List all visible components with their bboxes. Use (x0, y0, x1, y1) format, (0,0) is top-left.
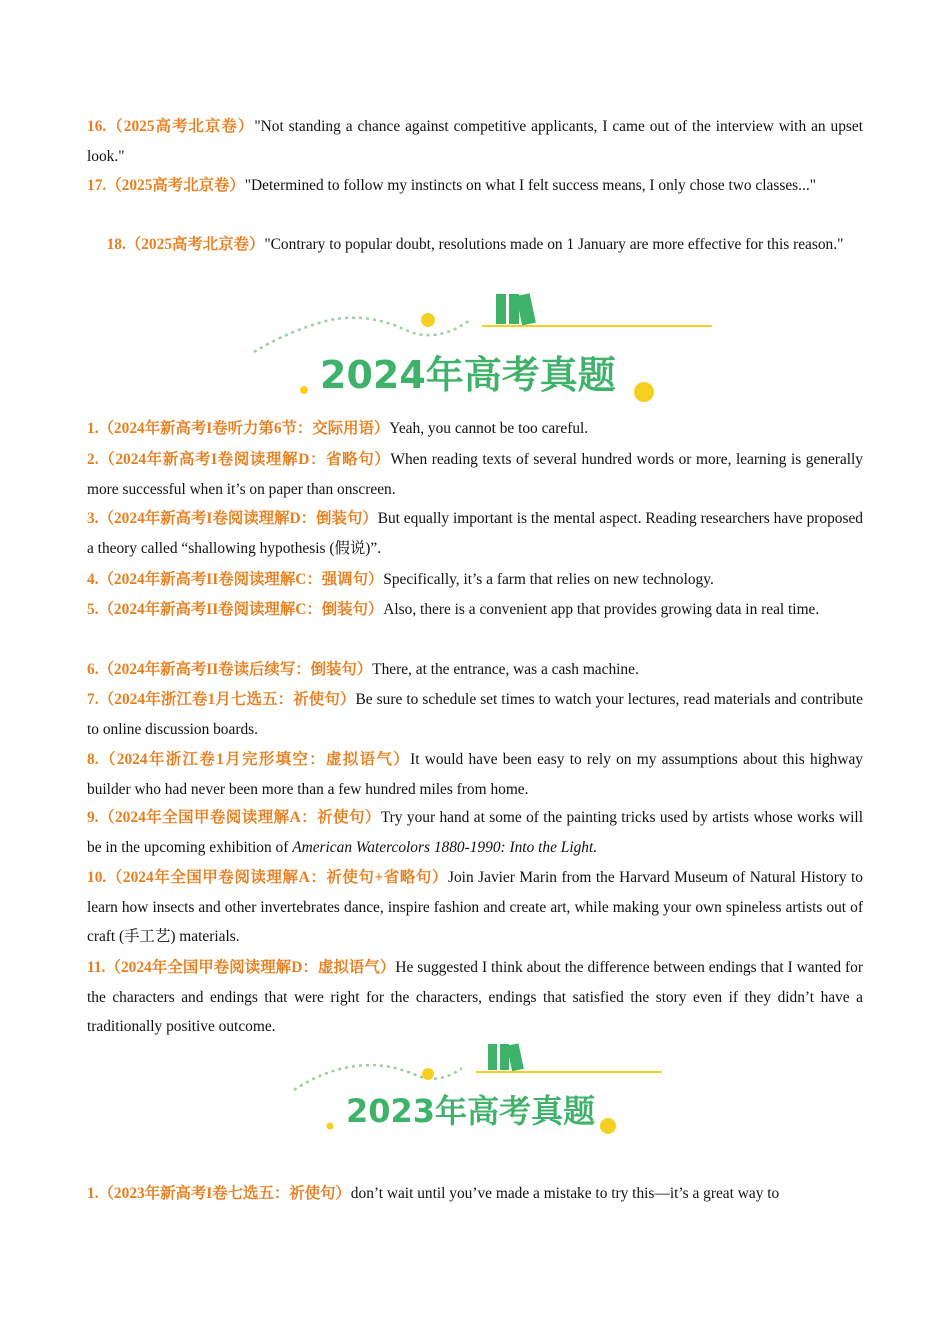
source-tag: 11.（2024年全国甲卷阅读理解D：虚拟语气） (87, 959, 396, 976)
yellow-dot-icon (421, 313, 435, 327)
books-icon (496, 293, 536, 325)
question-text: Join Javier Marin from the Harvard Museum of Natural History to learn how insects and other invertebrates dance, inspire fashion and create art, while making your own spineless artists out of craft (手工艺) materials. (87, 869, 863, 945)
question-2024-3 (87, 504, 863, 563)
question-text: "Contrary to popular doubt, resolutions made on 1 January are more effective for this reason." (264, 236, 844, 253)
question-2024-4 (87, 565, 863, 595)
question-text: "Not standing a chance against competitive applicants, I came out of the interview with an upset look." (87, 118, 863, 165)
question-2024-11 (87, 953, 863, 1042)
source-tag: 4.（2024年新高考II卷阅读理解C：强调句） (87, 571, 384, 588)
question-text: don’t wait until you’ve made a mistake to try this—it’s a great way to (350, 1185, 780, 1202)
question-18 (100, 230, 850, 260)
source-tag: 10.（2024年全国甲卷阅读理解A：祈使句+省略句） (87, 869, 448, 886)
question-2024-1 (87, 414, 863, 444)
section-banner-2024 (250, 290, 720, 408)
question-text: He suggested I think about the difference between endings that I wanted for the characters and endings that were right for the characters, endings that satisfied the story even if they didn’t have a traditionally positive outcome. (87, 959, 863, 1035)
banner-title: 2024年高考真题 (320, 353, 616, 397)
source-tag: 3.（2024年新高考I卷阅读理解D：倒装句） (87, 510, 378, 527)
question-17 (87, 171, 863, 201)
question-16 (87, 112, 863, 171)
question-2024-6 (87, 655, 863, 685)
source-tag: 17.（2025高考北京卷） (87, 177, 245, 194)
question-text: Also, there is a convenient app that provides growing data in real time. (383, 601, 820, 618)
source-tag: 1.（2023年新高考I卷七选五：祈使句） (87, 1185, 351, 1202)
question-text: Try your hand at some of the painting tricks used by artists whose works will be in the upcoming exhibition of (87, 809, 863, 856)
question-2023-1 (87, 1179, 863, 1209)
banner-title: 2023年高考真题 (346, 1092, 596, 1130)
question-text: Be sure to schedule set times to watch your lectures, read materials and contribute to online discussion boards. (87, 691, 864, 738)
question-2024-10 (87, 863, 863, 952)
question-2024-2 (87, 445, 863, 504)
source-tag: 7.（2024年浙江卷1月七选五：祈使句） (87, 691, 356, 708)
exhibition-title: American Watercolors 1880-1990: Into the Light. (292, 838, 598, 856)
question-2024-5 (87, 595, 863, 625)
source-tag: 16.（2025高考北京卷） (87, 118, 255, 135)
yellow-dot-icon (422, 1068, 434, 1080)
source-tag: 18.（2025高考北京卷） (106, 236, 265, 253)
question-2024-9 (87, 803, 863, 862)
question-text: But equally important is the mental aspect. Reading researchers have proposed a theory called “shallowing hypothesis (假说)”. (87, 510, 863, 557)
source-tag: 5.（2024年新高考II卷阅读理解C：倒装句） (87, 601, 384, 618)
question-text: Specifically, it’s a farm that relies on new technology. (383, 571, 714, 588)
question-2024-7 (87, 685, 863, 744)
question-2024-8 (87, 745, 863, 804)
section-banner-2023 (290, 1040, 670, 1140)
dotted-swoosh-icon (254, 318, 470, 352)
source-tag: 9.（2024年全国甲卷阅读理解A：祈使句） (87, 809, 381, 826)
question-text: "Determined to follow my instincts on what I felt success means, I only chose two classes..." (244, 177, 816, 194)
question-text: When reading texts of several hundred words or more, learning is generally more successful when it’s on paper than onscreen. (87, 451, 863, 498)
question-text: Yeah, you cannot be too careful. (389, 420, 589, 437)
question-text: It would have been easy to rely on my assumptions about this highway builder who had never been more than a few hundred miles from home. (87, 751, 863, 798)
question-text: There, at the entrance, was a cash machine. (372, 661, 639, 678)
source-tag: 2.（2024年新高考I卷阅读理解D：省略句） (87, 451, 391, 468)
source-tag: 1.（2024年新高考I卷听力第6节：交际用语） (87, 420, 390, 437)
source-tag: 8.（2024年浙江卷1月完形填空：虚拟语气） (87, 751, 411, 768)
source-tag: 6.（2024年新高考II卷读后续写：倒装句） (87, 661, 373, 678)
books-icon (488, 1043, 524, 1071)
dotted-swoosh-icon (294, 1065, 462, 1090)
